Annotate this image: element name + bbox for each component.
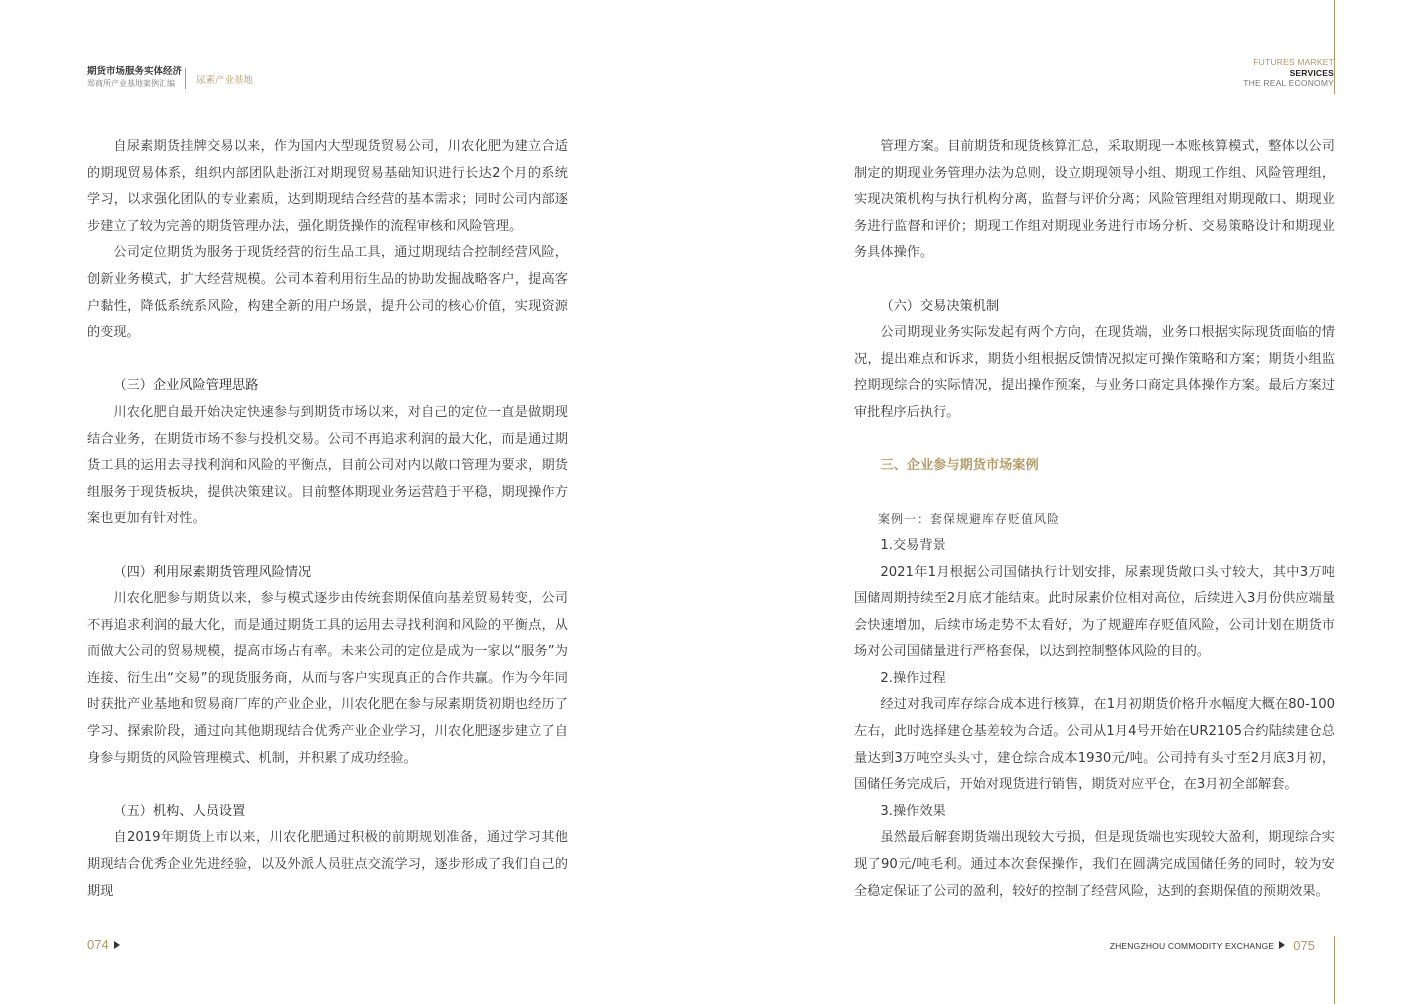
paragraph: 公司期现业务实际发起有两个方向，在现货端，业务口根据实际现货面临的情况，提出难点和诉求，期货小组根据反馈情况拟定可操作策略和方案；期货小组监控期现综合的实际情况，提出操作预案，与业务口商定具体操作方案。最后方案过审批程序后执行。	[854, 325, 1335, 420]
header-real-economy: THE REAL ECONOMY	[1243, 78, 1334, 88]
header-futures-market: FUTURES MARKET	[1253, 57, 1334, 67]
paragraph: 川农化肥参与期货以来，参与模式逐步由传统套期保值向基差贸易转变，公司不再追求利润的最大化，而是通过期货工具的运用去寻找利润和风险的平衡点，从而做大公司的贸易规模，提高市场占有率。未来公司的定位是成为一家以“服务”为连接、衍生出“交易”的现货服务商，从而与客户实现真正的合作共赢。作为今年同时获批产业基地和贸易商厂库的产业企业，川农化肥在参与尿素期货初期也经历了学习、探索阶段，通过向其他期现结合优秀产业企业学习，川农化肥逐步建立了自身参与期货的风险管理模式、机制，并积累了成功经验。	[87, 591, 568, 766]
header-book-subtitle: 郑商所产业基地案例汇编	[87, 79, 175, 88]
paragraph: 公司定位期货为服务于现货经营的衍生品工具，通过期现结合控制经营风险，创新业务模式，扩大经营规模。公司本着利用衍生品的协助发掘战略客户，提高客户黏性，降低系统系风险，构建全新的用户场景，提升公司的核心价值，实现资源的变现。	[87, 245, 568, 341]
header-left	[87, 66, 254, 89]
right-page	[710, 0, 1420, 1004]
header-divider	[185, 68, 186, 89]
header-section-name: 尿素产业基地	[196, 75, 254, 86]
header-book-title: 期货市场服务实体经济	[87, 66, 183, 77]
triangle-right-icon	[1279, 941, 1285, 949]
page-number-text: 074	[87, 937, 109, 952]
section-heading: （五）机构、人员设置	[113, 803, 246, 819]
paragraph: 2021年1月根据公司国储执行计划安排，尿素现货敞口头寸较大，其中3万吨国储周期持续至2月底才能结束。此时尿素价位相对高位，后续进入3月份供应端量会快速增加，后续市场走势不太看好，为了规避库存贬值风险，公司计划在期货市场对公司国储量进行严格套保，以达到控制整体风险的目的。	[854, 564, 1335, 660]
case-title: 案例一：套保规避库存贬值风险	[878, 512, 1061, 527]
left-page-body	[87, 134, 568, 905]
paragraph: 自尿素期货挂牌交易以来，作为国内大型现货贸易公司，川农化肥为建立合适的期现贸易体系，组织内部团队赴浙江对期现贸易基础知识进行长达2个月的系统学习，以求强化团队的专业素质，达到期现结合经营的基本需求；同时公司内部逐步建立了较为完善的期货管理办法，强化期货操作的流程审核和风险管理。	[87, 139, 568, 234]
right-footer	[1110, 937, 1315, 955]
triangle-right-icon	[114, 941, 120, 949]
header-gold-rule	[1334, 0, 1335, 94]
header-right	[1243, 57, 1334, 89]
sub-heading: 1.交易背景	[880, 537, 946, 553]
paragraph: 经过对我司库存综合成本进行核算，在1月初期货价格升水幅度大概在80-100左右，此时选择建仓基差较为合适。公司从1月4号开始在UR2105合约陆续建仓总量达到3万吨空头头寸，建仓综合成本1930元/吨。公司持有头寸至2月底3月初，国储任务完成后，开始对现货进行销售，期货对应平仓，在3月初全部解套。	[854, 697, 1335, 793]
paragraph: 自2019年期货上市以来，川农化肥通过积极的前期规划准备，通过学习其他期现结合优秀企业先进经验，以及外派人员驻点交流学习，逐步形成了我们自己的期现	[87, 830, 568, 899]
sub-heading: 3.操作效果	[880, 803, 946, 819]
header-services: SERVICES	[1289, 67, 1334, 78]
paragraph: 川农化肥自最开始决定快速参与到期货市场以来，对自己的定位一直是做期现结合业务，在期货市场不参与投机交易。公司不再追求利润的最大化，而是通过期货工具的运用去寻找利润和风险的平衡点，目前公司对内以敞口管理为要求，期货组服务于现货板块，提供决策建议。目前整体期现业务运营趋于平稳，期现操作方案也更加有针对性。	[87, 404, 568, 527]
footer-gold-rule	[1334, 936, 1335, 1004]
page-number-text: 075	[1293, 938, 1315, 954]
paragraph: 虽然最后解套期货端出现较大亏损，但是现货端也实现较大盈利，期现综合实现了90元/吨毛利。通过本次套保操作，我们在圆满完成国储任务的同时，较为安全稳定保证了公司的盈利，较好的控制了经营风险，达到的套期保值的预期效果。	[854, 830, 1335, 899]
section-heading: （四）利用尿素期货管理风险情况	[113, 564, 312, 580]
section-heading: （三）企业风险管理思路	[113, 378, 259, 394]
paragraph: 管理方案。目前期货和现货核算汇总，采取期现一本账核算模式，整体以公司制定的期现业务管理办法为总则，设立期现领导小组、期现工作组、风险管理组，实现决策机构与执行机构分离，监督与评价分离；风险管理组对期现敞口、期现业务进行监督和评价；期现工作组对期现业务进行市场分析、交易策略设计和期现业务具体操作。	[854, 139, 1335, 261]
sub-heading: 2.操作过程	[880, 670, 946, 686]
exchange-name: ZHENGZHOU COMMODITY EXCHANGE	[1109, 940, 1275, 951]
chapter-heading: 三、企业参与期货市场案例	[880, 458, 1039, 474]
right-page-body	[854, 134, 1335, 905]
section-heading: （六）交易决策机制	[880, 298, 1000, 314]
left-page-number	[87, 937, 120, 952]
